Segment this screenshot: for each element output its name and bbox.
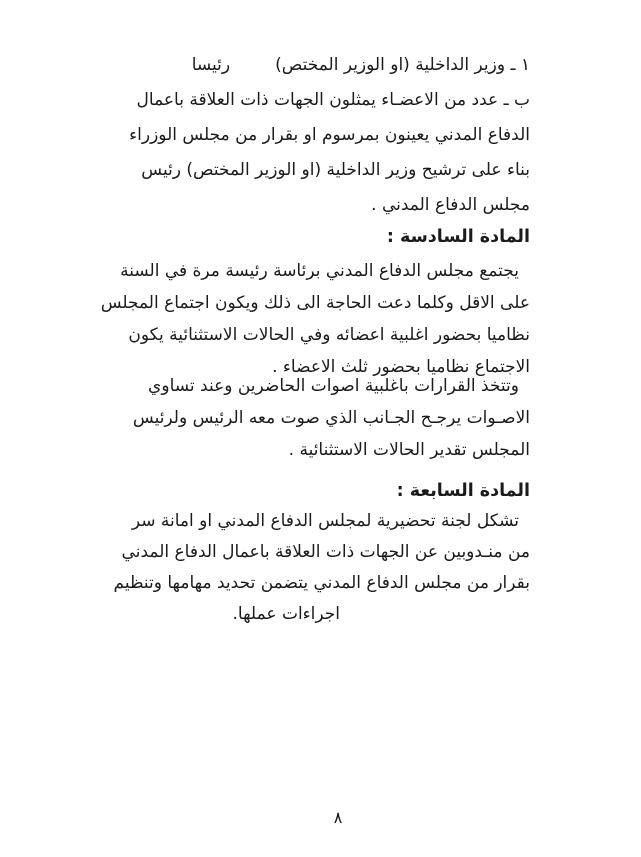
article-six-paragraph-2 xyxy=(80,370,530,466)
page-number: ٨ xyxy=(333,808,343,827)
clause-a-text: ١ ـ وزير الداخلية (او الوزير المختص) xyxy=(275,55,530,75)
clause-b-line: ب ـ عدد من الاعضـاء يمثلون الجهات ذات العلاقة باعمال xyxy=(136,90,530,110)
clause-a-role: رئيسا xyxy=(191,55,231,75)
paragraph-line: الاصـوات يرجـح الجـانب الذي صوت معه الرئيس ولرئيس xyxy=(132,408,530,428)
paragraph-line: المجلس تقدير الحالات الاستثنائية . xyxy=(288,440,530,460)
paragraph-line: يجتمع مجلس الدفاع المدني برئاسة رئيسة مرة في السنة xyxy=(120,261,519,281)
paragraph-line: تشكل لجنة تحضيرية لمجلس الدفاع المدني او امانة سر xyxy=(131,511,519,531)
article-six-heading: المادة السادسة : xyxy=(386,227,530,247)
paragraph-line: من منـدوبين عن الجهات ذات العلاقة باعمال الدفاع المدني xyxy=(121,542,530,562)
paragraph-line: اجراءات عملها. xyxy=(232,604,340,624)
content-area xyxy=(80,0,530,857)
paragraph-line: على الاقل وكلما دعت الحاجة الى ذلك ويكون اجتماع المجلس xyxy=(100,293,530,313)
paragraph-line: وتتخذ القرارات باغلبية اصوات الحاضرين وعند تساوي xyxy=(148,376,519,396)
clause-b-line: بناء على ترشيح وزير الداخلية (او الوزير المختص) رئيس xyxy=(141,160,530,180)
article-seven-heading: المادة السابعة : xyxy=(396,481,530,501)
paragraph-line: نظاميا بحضور اغلبية اعضائه وفي الحالات الاستثنائية يكون xyxy=(128,325,530,345)
article-six-paragraph-1 xyxy=(80,255,530,383)
paragraph-line: الاجتماع نظاميا بحضور ثلث الاعضاء . xyxy=(272,357,530,377)
clause-b-line: مجلس الدفاع المدني . xyxy=(371,195,530,215)
paragraph-line: بقرار من مجلس الدفاع المدني يتضمن تحديد مهامها وتنظيم xyxy=(113,573,530,593)
clause-a-line xyxy=(80,48,530,83)
clause-list xyxy=(80,48,530,223)
article-seven-paragraph xyxy=(80,506,530,630)
clause-b-line: الدفاع المدني يعينون بمرسوم او بقرار من مجلس الوزراء xyxy=(129,125,530,145)
